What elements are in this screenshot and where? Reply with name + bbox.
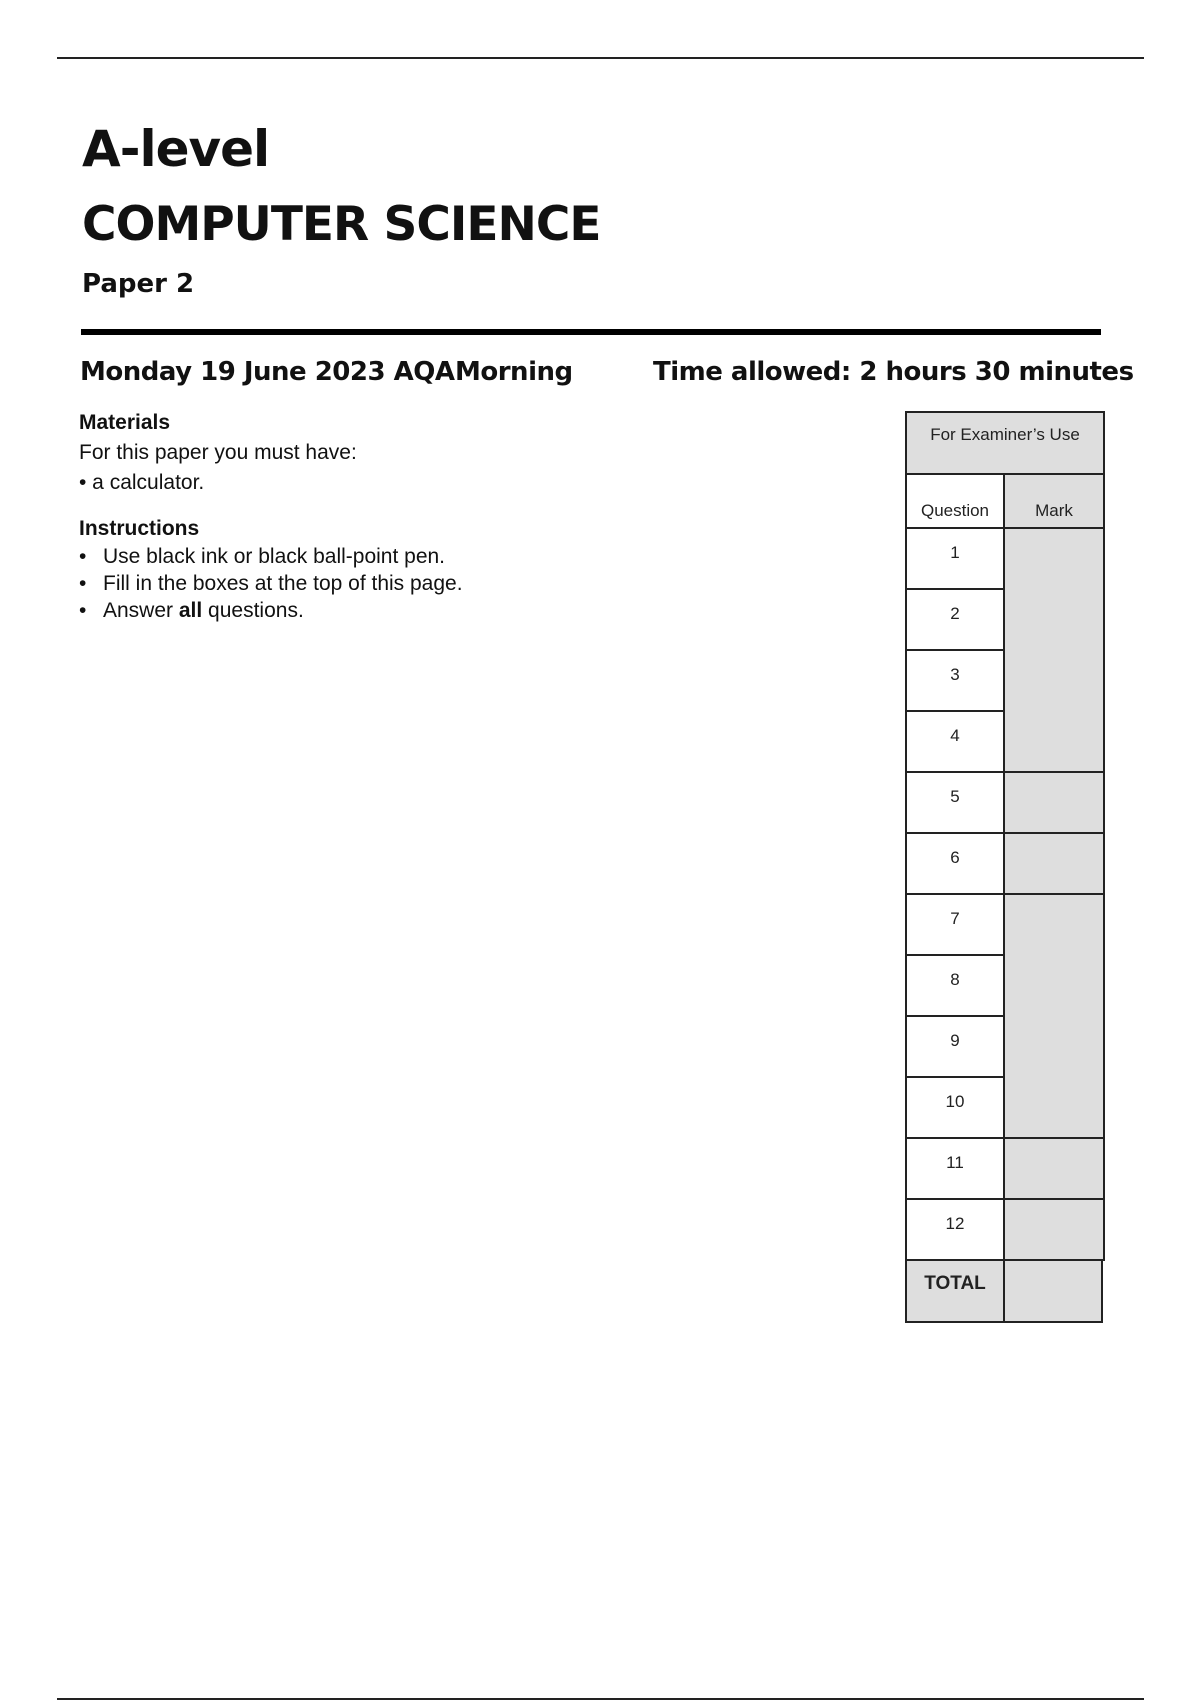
instruction-item bbox=[79, 597, 463, 624]
exam-session: Morning bbox=[455, 357, 573, 387]
mark-cell bbox=[1003, 1137, 1105, 1200]
question-number-cell-label: 10 bbox=[945, 1092, 965, 1111]
question-number-cell bbox=[905, 1015, 1005, 1078]
question-number-cell-label: 1 bbox=[950, 543, 960, 562]
instructions-list bbox=[79, 543, 463, 624]
total-label-cell-label: TOTAL bbox=[924, 1273, 986, 1294]
instruction-emphasis: all bbox=[178, 599, 203, 622]
column-header-mark bbox=[1003, 473, 1105, 529]
question-number-cell bbox=[905, 954, 1005, 1017]
header-divider bbox=[81, 329, 1101, 335]
examiners-use-box bbox=[905, 411, 1105, 1320]
question-number-cell-label: 11 bbox=[946, 1153, 964, 1172]
question-number-cell bbox=[905, 1137, 1005, 1200]
instruction-item: • Use black ink or black ball-point pen. bbox=[79, 543, 463, 570]
paper-number: Paper 2 bbox=[82, 269, 195, 299]
mark-cell bbox=[1003, 893, 1105, 1139]
question-number-cell-label: 5 bbox=[950, 787, 960, 806]
instructions-section bbox=[79, 517, 463, 624]
question-number-cell-label: 4 bbox=[950, 726, 960, 745]
question-number-cell bbox=[905, 710, 1005, 773]
question-number-cell bbox=[905, 771, 1005, 834]
mark-cell bbox=[1003, 527, 1105, 773]
examiner-title-label: For Examiner’s Use bbox=[930, 425, 1080, 444]
question-number-cell bbox=[905, 1198, 1005, 1261]
exam-date: Monday 19 June 2023 AQA bbox=[80, 357, 455, 387]
mark-cell bbox=[1003, 771, 1105, 834]
column-header-question bbox=[905, 473, 1005, 529]
total-mark-cell bbox=[1003, 1259, 1103, 1323]
subject-title: COMPUTER SCIENCE bbox=[82, 197, 601, 252]
total-label-cell bbox=[905, 1259, 1005, 1323]
time-allowed: Time allowed: 2 hours 30 minutes bbox=[653, 357, 1134, 387]
top-rule bbox=[57, 57, 1144, 59]
question-number-cell-label: 12 bbox=[945, 1214, 965, 1233]
question-number-cell bbox=[905, 832, 1005, 895]
mark-cell bbox=[1003, 1198, 1105, 1261]
question-number-cell bbox=[905, 588, 1005, 651]
examiner-title bbox=[905, 411, 1105, 475]
materials-intro: For this paper you must have: bbox=[79, 441, 357, 464]
instruction-item: • Fill in the boxes at the top of this page. bbox=[79, 570, 463, 597]
mark-cell bbox=[1003, 832, 1105, 895]
question-number-cell bbox=[905, 1076, 1005, 1139]
question-number-cell-label: 2 bbox=[950, 604, 960, 623]
question-number-cell-label: 8 bbox=[950, 970, 960, 989]
question-number-cell bbox=[905, 527, 1005, 590]
materials-heading: Materials bbox=[79, 411, 171, 434]
instruction-text: questions. bbox=[202, 599, 304, 622]
column-header-mark-label: Mark bbox=[1035, 501, 1073, 520]
question-number-cell-label: 6 bbox=[950, 848, 960, 867]
column-header-question-label: Question bbox=[920, 501, 990, 520]
qualification-title: A-level bbox=[82, 120, 270, 178]
question-number-cell bbox=[905, 649, 1005, 712]
question-number-cell bbox=[905, 893, 1005, 956]
instructions-heading: Instructions bbox=[79, 517, 200, 540]
materials-item: • a calculator. bbox=[79, 471, 205, 494]
materials-section bbox=[79, 408, 357, 498]
question-number-cell-label: 3 bbox=[950, 665, 960, 684]
question-number-cell-label: 9 bbox=[950, 1031, 960, 1050]
question-number-cell-label: 7 bbox=[950, 909, 960, 928]
instruction-text: Answer bbox=[103, 599, 179, 622]
